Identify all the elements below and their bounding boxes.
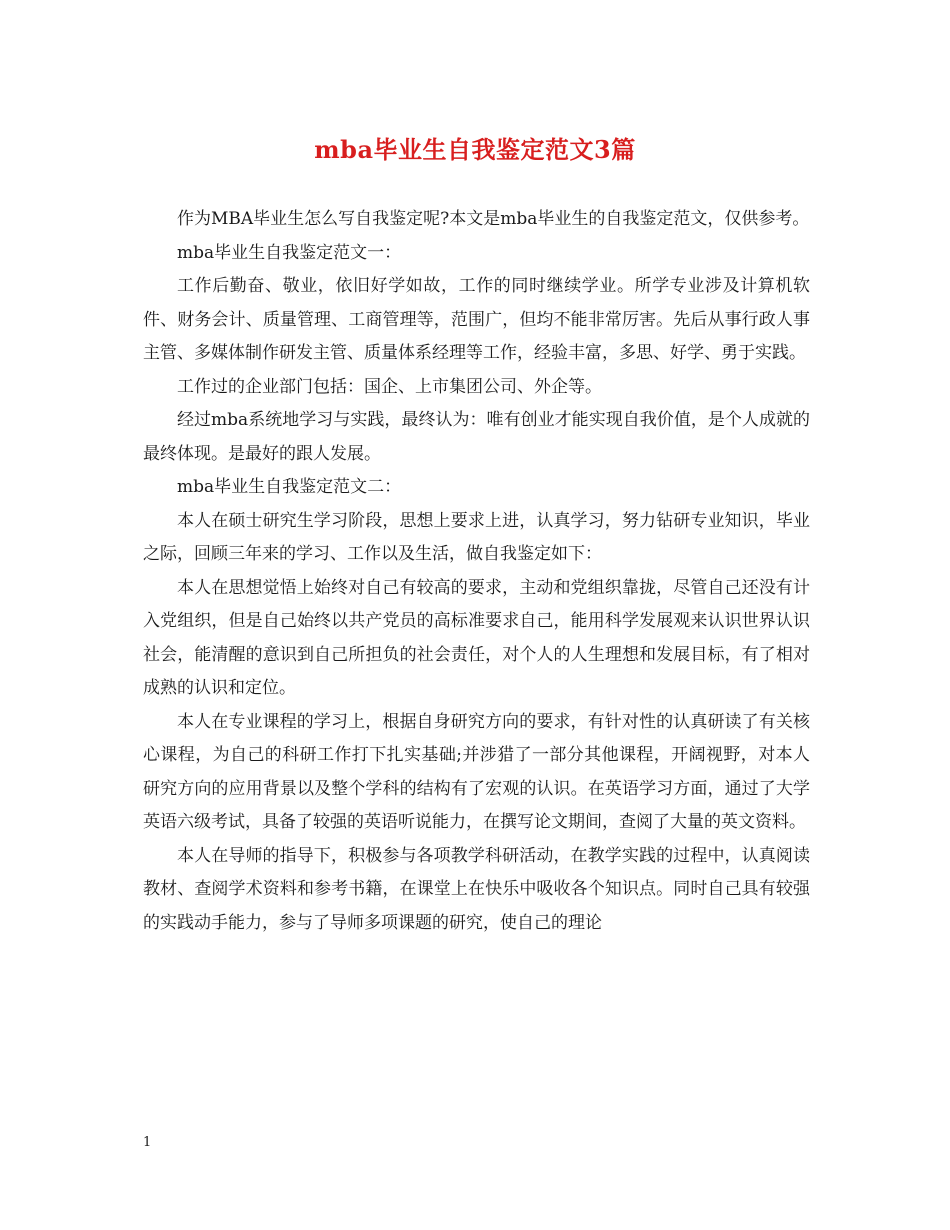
section-heading-2: mba毕业生自我鉴定范文二： [177,477,402,497]
paragraph-research: 本人在导师的指导下，积极参与各项教学科研活动，在教学实践的过程中，认真阅读教材、查阅学术资料和参考书籍，在课堂上在快乐中吸收各个知识点。同时自己具有较强的实践动手能力，参与了导师多项课题的研究，使自己的理论 [143,845,810,933]
document-body [143,203,810,940]
section-heading-1: mba毕业生自我鉴定范文一： [177,242,402,263]
document-title: mba毕业生自我鉴定范文3篇 [314,135,636,164]
paragraph-companies: 工作过的企业部门包括：国企、上市集团公司、外企等。 [177,376,602,397]
paragraph-intro: 作为MBA毕业生怎么写自我鉴定呢?本文是mba毕业生的自我鉴定范文，仅供参考。 [177,209,810,229]
paragraph-ideology: 本人在思想觉悟上始终对自己有较高的要求，主动和党组织靠拢，尽管自己还没有计入党组织，但是自己始终以共产党员的高标准要求自己，能用科学发展观来认识世界认识社会，能清醒的意识到自己所担负的社会责任，对个人的人生理想和发展目标，有了相对成熟的认识和定位。 [143,577,810,698]
paragraph-work-experience: 工作后勤奋、敬业，依旧好学如故，工作的同时继续学业。所学专业涉及计算机软件、财务会计、质量管理、工商管理等，范围广，但均不能非常厉害。先后从事行政人事主管、多媒体制作研发主管、质量体系经理等工作，经验丰富，多思、好学、勇于实践。 [143,276,810,363]
paragraph-coursework: 本人在专业课程的学习上，根据自身研究方向的要求，有针对性的认真研读了有关核心课程，为自己的科研工作打下扎实基础;并涉猎了一部分其他课程，开阔视野，对本人研究方向的应用背景以及整个学科的结构有了宏观的认识。在英语学习方面，通过了大学英语六级考试，具备了较强的英语听说能力，在撰写论文期间，查阅了大量的英文资料。 [143,711,810,832]
paragraph-conclusion: 经过mba系统地学习与实践，最终认为：唯有创业才能实现自我价值，是个人成就的最终体现。是最好的跟人发展。 [143,410,810,464]
paragraph-study-summary: 本人在硕士研究生学习阶段，思想上要求上进，认真学习，努力钻研专业知识，毕业之际，回顾三年来的学习、工作以及生活，做自我鉴定如下： [143,510,810,564]
page-number: 1 [143,1135,152,1150]
